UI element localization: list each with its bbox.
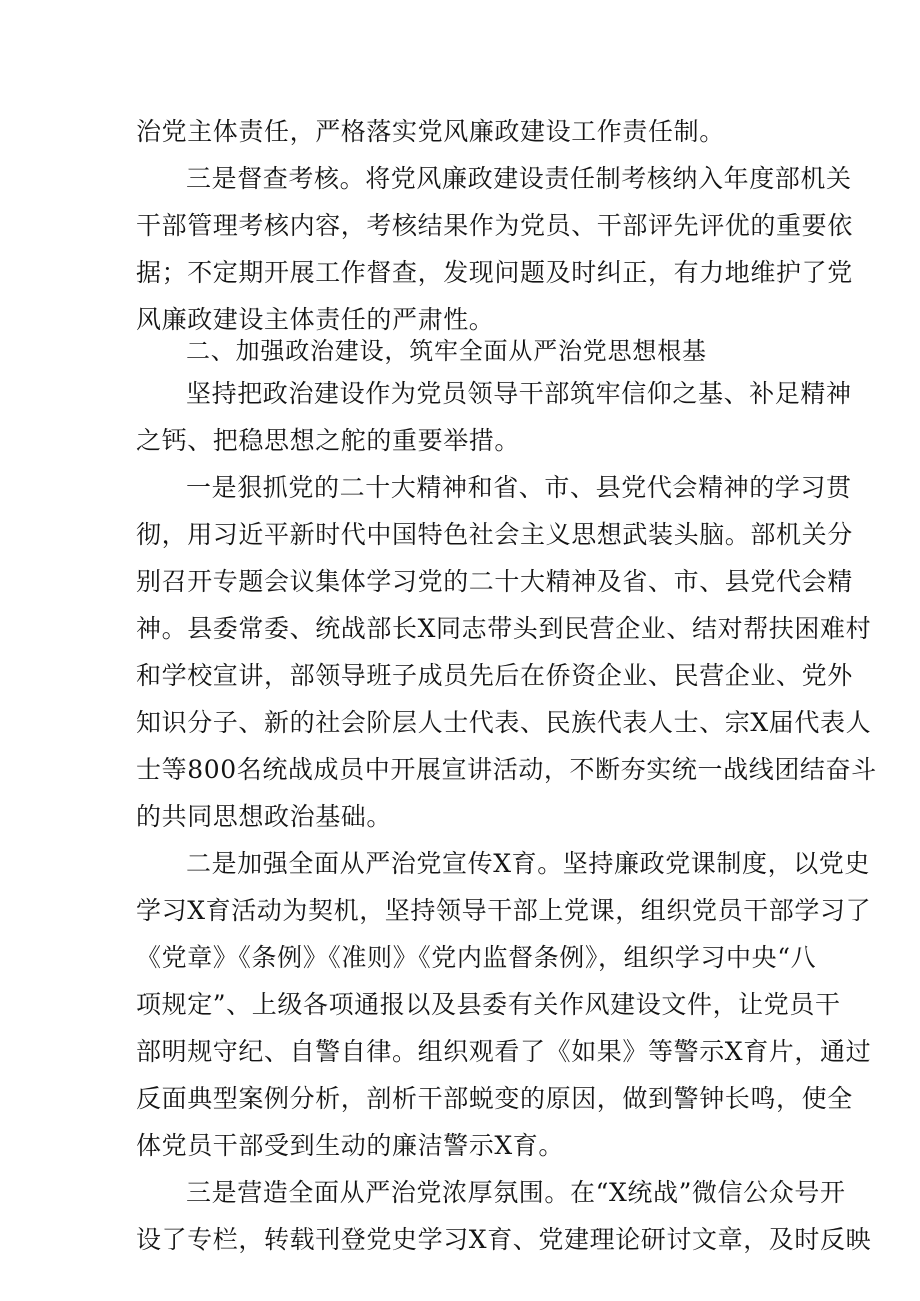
- text-line: 一是狠抓党的二十大精神和省、市、县党代会精神的学习贯: [186, 473, 852, 502]
- text-line: 干部管理考核内容，考核结果作为党员、干部评先评优的重要依: [136, 211, 853, 240]
- text-line: 二是加强全面从严治党宣传X育。坚持廉政党课制度，以党史: [186, 849, 870, 878]
- text-line: 治党主体责任，严格落实党风廉政建设工作责任制。: [136, 117, 725, 146]
- text-line: 知识分子、新的社会阶层人士代表、民族代表人士、宗X届代表人: [136, 708, 872, 737]
- text-line: 之钙、把稳思想之舵的重要举措。: [136, 426, 521, 455]
- text-line: 体党员干部受到生动的廉洁警示X育。: [136, 1131, 564, 1160]
- text-line: 学习X育活动为契机，坚持领导干部上党课，组织党员干部学习了: [136, 896, 872, 925]
- text-line: 部明规守纪、自警自律。组织观看了《如果》等警示X育片，通过: [136, 1037, 872, 1066]
- text-line: 项规定”、上级各项通报以及县委有关作风建设文件，让党员干: [136, 990, 841, 1019]
- text-line: 三是营造全面从严治党浓厚氛围。在“X统战”微信公众号开: [186, 1178, 846, 1207]
- text-line: 的共同思想政治基础。: [136, 802, 393, 831]
- section-heading: 二、加强政治建设，筑牢全面从严治党思想根基: [186, 337, 707, 365]
- text-line: 风廉政建设主体责任的严肃性。: [136, 305, 495, 334]
- text-line: 设了专栏，转载刊登党史学习X育、党建理论研讨文章，及时反映: [136, 1225, 872, 1254]
- text-line: 士等800名统战成员中开展宣讲活动，不断夯实统一战线团结奋斗: [136, 755, 877, 784]
- text-line: 神。县委常委、统战部长X同志带头到民营企业、结对帮扶困难村: [136, 614, 872, 643]
- text-line: 彻，用习近平新时代中国特色社会主义思想武装头脑。部机关分: [136, 520, 853, 549]
- text-line: 《党章》《条例》《准则》《党内监督条例》，组织学习中央“八: [136, 943, 817, 972]
- text-line: 反面典型案例分析，剖析干部蜕变的原因，做到警钟长鸣，使全: [136, 1084, 853, 1113]
- text-line: 别召开专题会议集体学习党的二十大精神及省、市、县党代会精: [136, 567, 853, 596]
- text-line: 坚持把政治建设作为党员领导干部筑牢信仰之基、补足精神: [186, 379, 852, 408]
- text-line: 三是督查考核。将党风廉政建设责任制考核纳入年度部机关: [186, 164, 852, 193]
- text-line: 据；不定期开展工作督查，发现问题及时纠正，有力地维护了党: [136, 258, 853, 287]
- text-line: 和学校宣讲，部领导班子成员先后在侨资企业、民营企业、党外: [136, 661, 853, 690]
